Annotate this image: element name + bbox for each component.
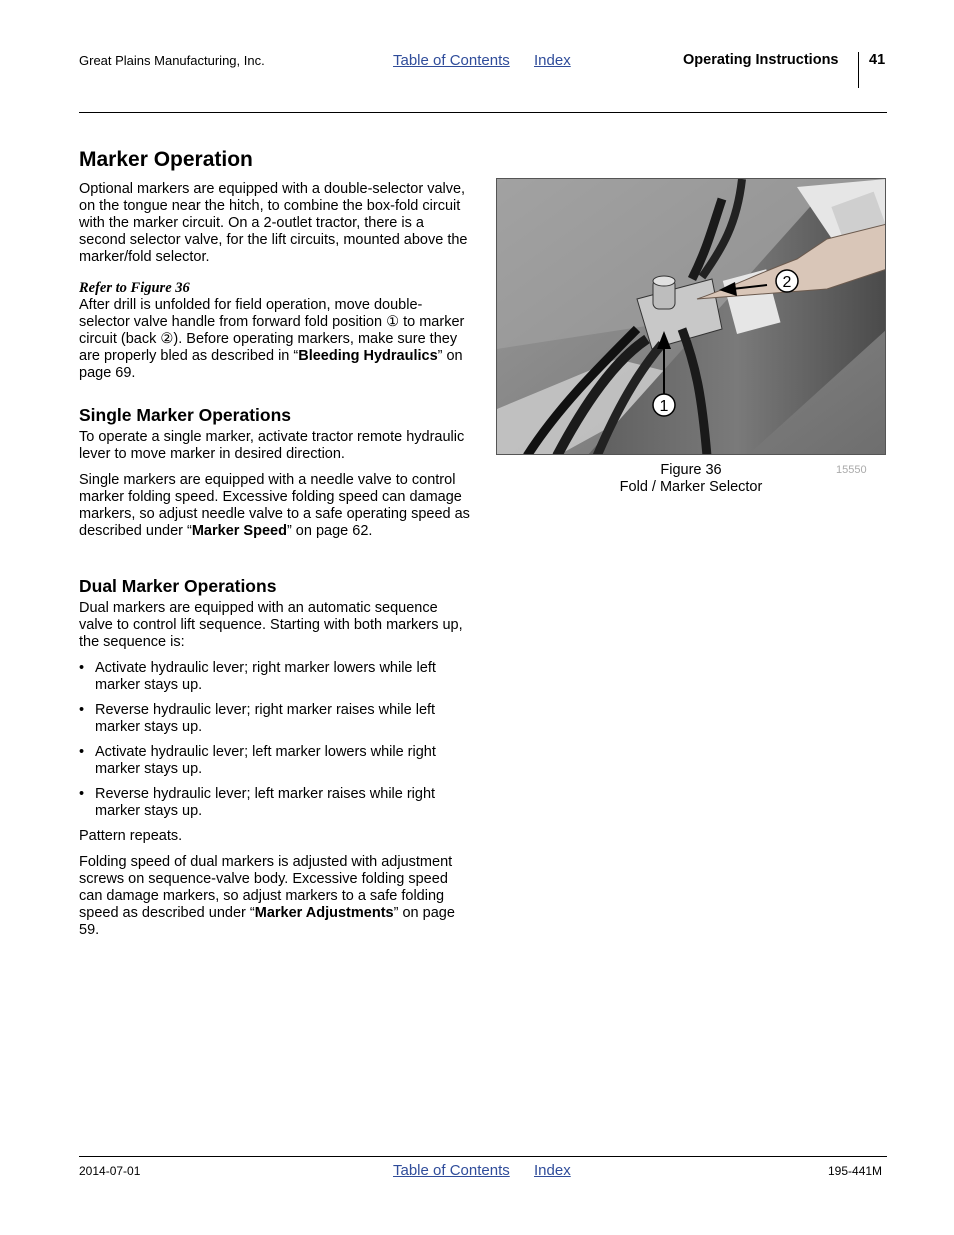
pattern-repeats: Pattern repeats. xyxy=(79,828,183,844)
footer-rule xyxy=(79,1156,887,1157)
header-divider xyxy=(858,52,859,88)
callout-ref-1: ① xyxy=(386,314,400,330)
sequence-list xyxy=(79,660,471,820)
dual-marker-block xyxy=(79,600,471,939)
single-marker-block xyxy=(79,429,471,540)
callout-1-label: 1 xyxy=(659,398,669,415)
selector-valve-photo xyxy=(496,178,886,455)
section-title: Operating Instructions xyxy=(683,52,839,68)
header-toc-link[interactable]: Table of Contents xyxy=(393,52,510,69)
list-item: • Reverse hydraulic lever; right marker raises while left marker stays up. xyxy=(79,702,436,735)
list-item: • Activate hydraulic lever; left marker lowers while right marker stays up. xyxy=(79,744,436,777)
dual-marker-heading: Dual Marker Operations xyxy=(79,576,277,596)
list-item: • Reverse hydraulic lever; left marker raises while right marker stays up. xyxy=(79,786,436,819)
marker-adjustments-ref: Marker Adjustments xyxy=(254,905,394,921)
selector-paragraph: After drill is unfolded for field operation, move double-selector valve handle from forward fold position ① to marker circuit (back ②). Before operating markers, make sure they are properly bled as described in “Bleeding Hydraulics” on page 69. xyxy=(79,297,465,381)
page-title: Marker Operation xyxy=(79,148,253,171)
photo-illustration xyxy=(497,179,886,455)
document-number: 195-441M xyxy=(828,1164,883,1178)
figure-number: Figure 36 xyxy=(660,462,722,478)
single-marker-p2: Single markers are equipped with a needle valve to control marker folding speed. Excessive folding speed can damage markers, so adjust needle valve to a safe operating speed as described under “Marker Speed” on page 62. xyxy=(79,472,470,539)
bleeding-hydraulics-ref: Bleeding Hydraulics xyxy=(298,348,438,364)
footer-index-link[interactable]: Index xyxy=(534,1162,571,1179)
single-marker-p1: To operate a single marker, activate tractor remote hydraulic lever to move marker in desired direction. xyxy=(79,429,465,462)
page-number: 41 xyxy=(869,52,886,68)
figure-caption xyxy=(560,462,822,496)
figure-reference: Refer to Figure 36 xyxy=(79,280,190,296)
callout-ref-2: ② xyxy=(160,331,174,347)
header-index-link[interactable]: Index xyxy=(534,52,571,69)
marker-speed-ref: Marker Speed xyxy=(191,523,287,539)
refer-block xyxy=(79,280,471,382)
photo-number: 15550 xyxy=(836,464,867,476)
dual-marker-p1: Dual markers are equipped with an automatic sequence valve to control lift sequence. Starting with both markers up, the sequence is: xyxy=(79,600,463,650)
folding-speed-paragraph: Folding speed of dual markers is adjusted with adjustment screws on sequence-valve body. Excessive folding speed can damage markers, so adjust markers to a safe folding speed as described under “Marker Adjustments” on page 59. xyxy=(79,854,455,938)
company-name: Great Plains Manufacturing, Inc. xyxy=(79,53,265,68)
single-marker-heading: Single Marker Operations xyxy=(79,405,292,425)
callout-2-label: 2 xyxy=(782,274,792,291)
intro-block xyxy=(79,181,471,266)
list-item: • Activate hydraulic lever; right marker lowers while left marker stays up. xyxy=(79,660,436,693)
figure-title: Fold / Marker Selector xyxy=(619,479,763,495)
footer-toc-link[interactable]: Table of Contents xyxy=(393,1162,510,1179)
intro-paragraph: Optional markers are equipped with a double-selector valve, on the tongue near the hitch, to combine the box-fold circuit with the marker circuit. On a 2-outlet tractor, there is a second selector valve, for the lift circuits, mounted above the marker/fold selector. xyxy=(79,181,468,265)
header-rule xyxy=(79,112,887,113)
footer-date: 2014-07-01 xyxy=(79,1164,141,1178)
